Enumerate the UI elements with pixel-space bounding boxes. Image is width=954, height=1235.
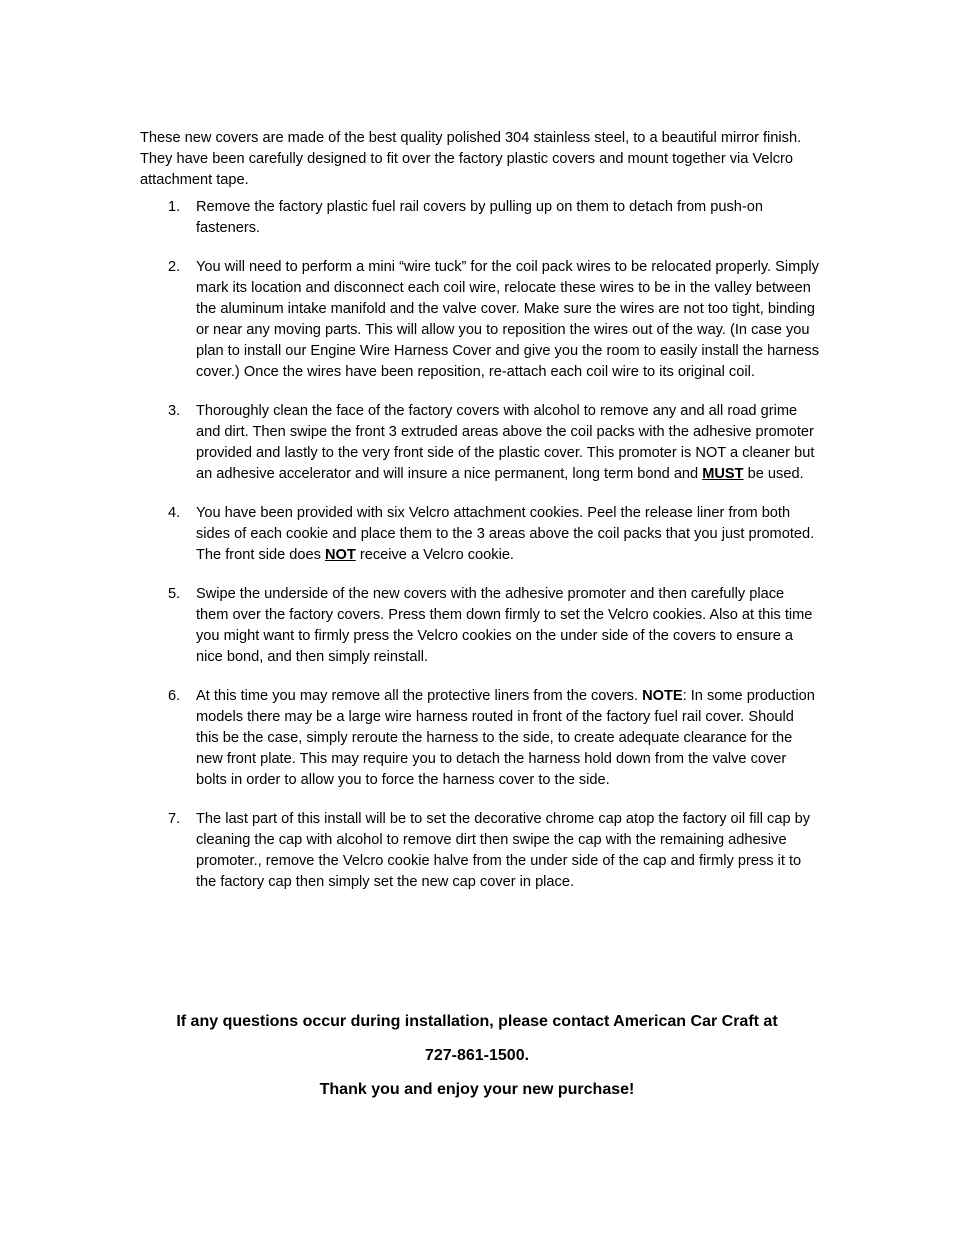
- emphasis-note: NOTE: [642, 688, 683, 704]
- step-text-part: be used.: [743, 466, 804, 482]
- step-6: [140, 686, 820, 791]
- emphasis-not: NOT: [325, 547, 356, 563]
- step-text: Swipe the underside of the new covers with the adhesive promoter and then carefully place them over the factory covers. Press them down firmly to set the Velcro cookies. Also at this time you might want to firmly press the Velcro cookies on the under side of the covers to ensure a nice bond, and then simply reinstall.: [196, 586, 813, 665]
- step-number: 4.: [168, 505, 181, 521]
- step-number: 3.: [168, 403, 181, 419]
- step-5: [140, 584, 820, 668]
- step-4: [140, 503, 820, 566]
- step-3: [140, 401, 820, 485]
- thank-you-line: Thank you and enjoy your new purchase!: [319, 1081, 635, 1098]
- step-number: 7.: [168, 811, 181, 827]
- contact-phone: 727-861-1500.: [424, 1047, 530, 1064]
- intro-paragraph: These new covers are made of the best quality polished 304 stainless steel, to a beautiful mirror finish. They have been carefully designed to fit over the factory plastic covers and mount together via Velcro attachment tape.: [140, 129, 802, 188]
- step-text-part: receive a Velcro cookie.: [355, 547, 514, 563]
- step-text-part: Thoroughly clean the face of the factory covers with alcohol to remove any and all road grime and dirt. Then swipe the front 3 extruded areas above the coil packs with the adhesive promoter provided and lastly to the very front side of the plastic cover. This promoter is NOT a cleaner but an adhesive accelerator and will insure a nice permanent, long term bond and: [196, 403, 815, 482]
- step-text-part: : In some production models there may be a large wire harness routed in front of the factory fuel rail cover. Should this be the case, simply reroute the harness to the side, to create adequate clearance for the new front plate. This may require you to detach the harness hold down from the valve cover bolts in order to allow you to force the harness cover to the side.: [196, 688, 815, 788]
- emphasis-must: MUST: [702, 466, 744, 482]
- instruction-steps: [140, 197, 820, 911]
- step-number: 2.: [168, 259, 181, 275]
- step-number: 6.: [168, 688, 181, 704]
- step-text: [196, 403, 814, 482]
- step-number: 5.: [168, 586, 181, 602]
- step-7: [140, 809, 820, 893]
- step-text: Remove the factory plastic fuel rail covers by pulling up on them to detach from push-on fasteners.: [196, 199, 764, 236]
- step-text-part: At this time you may remove all the protective liners from the covers.: [196, 688, 643, 704]
- step-text-part: You have been provided with six Velcro attachment cookies. Peel the release liner from both sides of each cookie and place them to the 3 areas above the coil packs that you just promoted. The front side does: [196, 505, 815, 563]
- step-1: [140, 197, 820, 239]
- step-number: 1.: [168, 199, 181, 215]
- step-text: [196, 505, 814, 563]
- step-text: The last part of this install will be to set the decorative chrome cap atop the factory oil fill cap by cleaning the cap with alcohol to remove dirt then swipe the cap with the remaining adhesive promoter., remove the Velcro cookie halve from the under side of the cap and firmly press it to the factory cap then simply set the new cap cover in place.: [196, 811, 811, 890]
- step-2: [140, 257, 820, 383]
- contact-line: If any questions occur during installation, please contact American Car Craft at: [176, 1013, 778, 1030]
- step-text: You will need to perform a mini “wire tuck” for the coil pack wires to be relocated properly. Simply mark its location and disconnect each coil wire, relocate these wires to be in the valley between the aluminum intake manifold and the valve cover. Make sure the wires are not too tight, binding or near any moving parts. This will allow you to reposition the wires out of the way. (In case you plan to install our Engine Wire Harness Cover and give you the room to easily install the harness cover.) Once the wires have been reposition, re-attach each coil wire to its original coil.: [196, 259, 819, 380]
- step-text: [196, 688, 815, 788]
